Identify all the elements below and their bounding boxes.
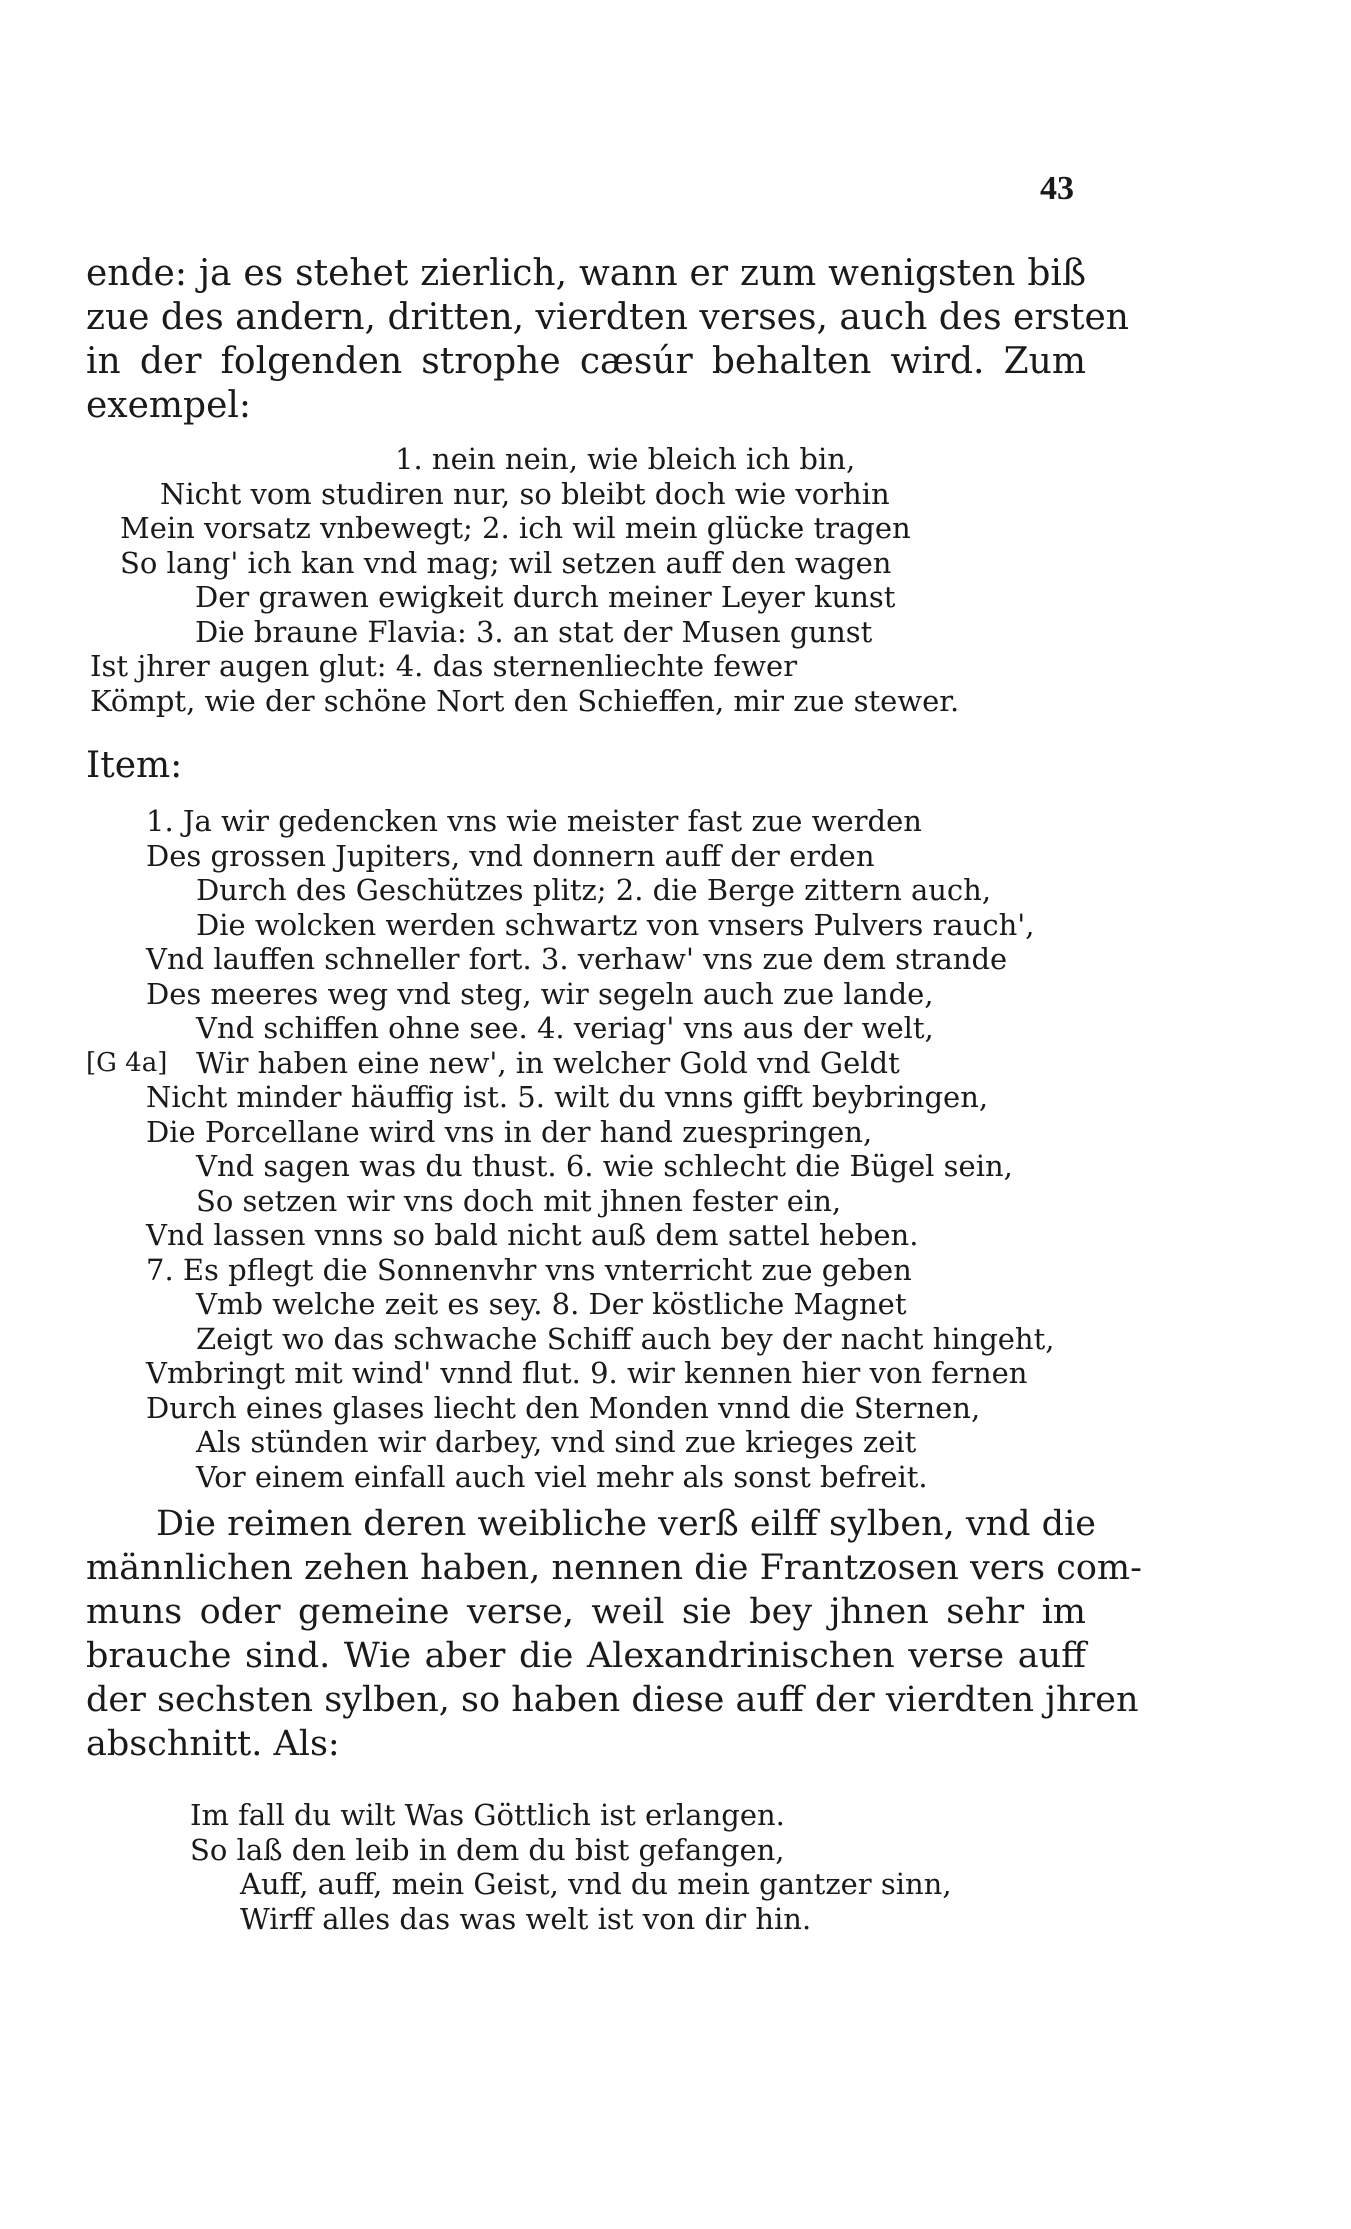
verse-line: Die braune Flavia: 3. an stat der Musen gunst (195, 614, 873, 649)
item-heading: Item: (86, 745, 183, 786)
verse-line: Vnd lassen vnns so bald nicht auß dem sattel heben. (146, 1218, 919, 1252)
paragraph-line: abschnitt. Als: (86, 1724, 340, 1764)
verse-line: Ist jhrer augen glut: 4. das sternenliechte fewer (90, 649, 798, 683)
paragraph-line: der sechsten sylben, so haben diese auff der vierdten jhren (86, 1680, 1139, 1720)
verse-line: Nicht vom studiren nur, so bleibt doch wie vorhin (160, 476, 890, 511)
paragraph-line: Die reimen deren weibliche verß eilff sylben, vnd die (156, 1504, 1096, 1544)
verse-line: 1. nein nein, wie bleich ich bin, (395, 442, 856, 476)
verse-line: Der grawen ewigkeit durch meiner Leyer kunst (195, 580, 896, 614)
verse-example-3 (190, 1798, 952, 1936)
verse-line: So laß den leib in dem du bist gefangen, (190, 1832, 785, 1867)
verse-line: So lang' ich kan vnd mag; wil setzen auff den wagen (120, 545, 892, 580)
verse-line (86, 1045, 1077, 1081)
verse-line: Nicht minder häuffig ist. 5. wilt du vnns gifft beybringen, (146, 1080, 989, 1114)
verse-line: Die wolcken werden schwartz von vnsers Pulvers rauch', (196, 907, 1035, 942)
page-number: 43 (1040, 170, 1074, 207)
verse-line: Des grossen Jupiters, vnd donnern auff der erden (146, 838, 875, 873)
verse-line: Vmb welche zeit es sey. 8. Der köstliche Magnet (196, 1287, 907, 1321)
verse-line: Auff, auff, mein Geist, vnd du mein gantzer sinn, (240, 1867, 952, 1901)
verse-line: Mein vorsatz vnbewegt; 2. ich wil mein glücke tragen (120, 511, 911, 545)
verse-line: 7. Es pflegt die Sonnenvhr vns vnterricht zue geben (146, 1252, 912, 1287)
verse-line: Vmbringt mit wind' vnnd flut. 9. wir kennen hier von fernen (146, 1356, 1028, 1390)
verse-line: Durch des Geschützes plitz; 2. die Berge zittern auch, (196, 873, 992, 907)
verse-line: Als stünden wir darbey, vnd sind zue krieges zeit (196, 1425, 917, 1459)
verse-line: Kömpt, wie der schöne Nort den Schieffen, mir zue stewer. (90, 683, 960, 718)
verse-line: Vnd lauffen schneller fort. 3. verhaw' vns zue dem strande (146, 942, 1008, 976)
verse-line: Vnd schiffen ohne see. 4. veriag' vns aus der welt, (196, 1011, 934, 1045)
verse-line: Wirff alles das was welt ist von dir hin. (240, 1901, 812, 1936)
intro-line: exempel: (86, 385, 252, 426)
verse-line: So setzen wir vns doch mit jhnen fester ein, (196, 1183, 842, 1218)
verse-line: Im fall du wilt Was Göttlich ist erlangen. (190, 1798, 785, 1832)
verse-line: Zeigt wo das schwache Schiff auch bey der nacht hingeht, (196, 1321, 1055, 1356)
verse-line-text: Wir haben eine new', in welcher Gold vnd Geldt (196, 1045, 900, 1080)
body-paragraph (86, 1502, 1142, 1766)
paragraph-line: muns oder gemeine verse, weil sie bey jhnen sehr im (86, 1592, 1086, 1632)
intro-line: ende: ja es stehet zierlich, wann er zum wenigsten biß (86, 253, 1086, 294)
paragraph-line: brauche sind. Wie aber die Alexandrinischen verse auff (86, 1636, 1086, 1676)
verse-line: Vor einem einfall auch viel mehr als sonst befreit. (196, 1459, 928, 1494)
verse-line: Vnd sagen was du thust. 6. wie schlecht die Bügel sein, (196, 1149, 1013, 1183)
verse-line: Durch eines glases liecht den Monden vnnd die Sternen, (146, 1390, 981, 1425)
intro-paragraph (86, 252, 1129, 428)
intro-line: zue des andern, dritten, vierdten verses, auch des ersten (86, 297, 1129, 338)
margin-note: [G 4a] (86, 1047, 168, 1078)
paragraph-line: männlichen zehen haben, nennen die Frantzosen vers com- (86, 1548, 1142, 1588)
intro-line: in der folgenden strophe cæsúr behalten wird. Zum (86, 341, 1086, 382)
verse-example-2 (86, 804, 1055, 1494)
verse-line: 1. Ja wir gedencken vns wie meister fast zue werden (146, 804, 922, 838)
verse-line: Des meeres weg vnd steg, wir segeln auch zue lande, (146, 976, 934, 1011)
verse-example-1 (90, 442, 989, 718)
verse-line: Die Porcellane wird vns in der hand zuespringen, (146, 1114, 873, 1149)
